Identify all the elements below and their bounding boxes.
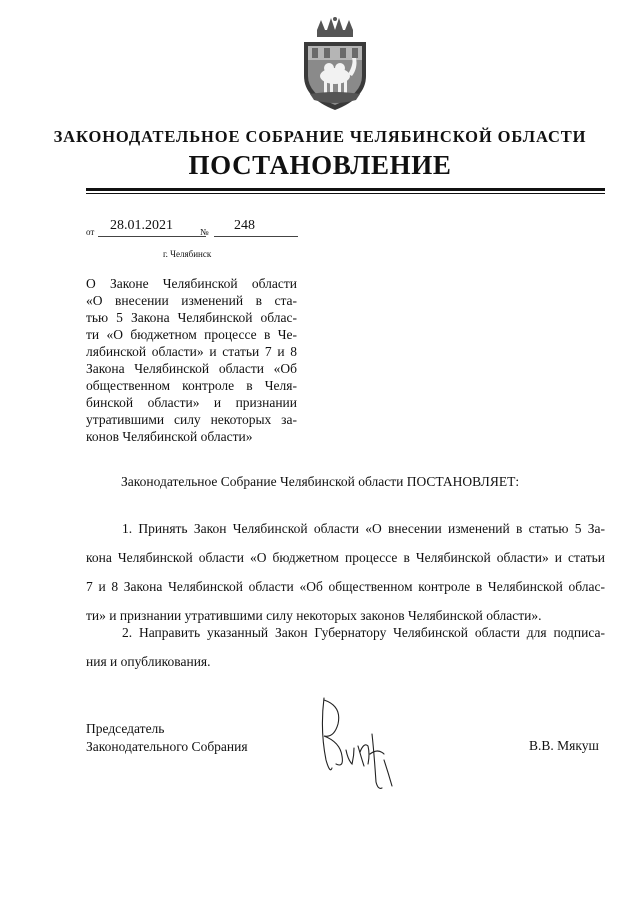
subject-line: утратившими силу некоторых за-: [86, 412, 297, 427]
header-rule-thick: [86, 188, 605, 191]
paragraph-line: ти» и признании утратившими силу некоторых законов Челябинской области».: [86, 608, 542, 623]
coat-of-arms-emblem-icon: [296, 16, 374, 112]
document-date: 28.01.2021: [110, 218, 173, 233]
paragraph-line: ния и опубликования.: [86, 654, 211, 669]
subject-line: ти «О бюджетном процессе в Че-: [86, 327, 297, 342]
signatory-position-line: Председатель: [86, 721, 165, 736]
number-underline: [214, 236, 298, 237]
paragraph-line: кона Челябинской области «О бюджетном процессе в Челябинской области» и статьи: [86, 550, 605, 565]
paragraph-line: 2. Направить указанный Закон Губернатору Челябинской области для подписа-: [122, 625, 605, 640]
signatory-position: [86, 720, 248, 756]
document-meta-row: [86, 218, 306, 238]
document-type-title: ПОСТАНОВЛЕНИЕ: [188, 150, 452, 180]
signatory-position-line: Законодательного Собрания: [86, 739, 248, 754]
preamble-text: Законодательное Собрание Челябинской области ПОСТАНОВЛЯЕТ:: [121, 474, 520, 489]
paragraph-line: 7 и 8 Закона Челябинской области «Об общественном контроле в Челябинской облас-: [86, 579, 605, 594]
document-number: 248: [234, 218, 255, 233]
organization-title: ЗАКОНОДАТЕЛЬНОЕ СОБРАНИЕ ЧЕЛЯБИНСКОЙ ОБЛАСТИ: [53, 127, 587, 146]
document-city: г. Челябинск: [163, 249, 212, 259]
subject-line: тью 5 Закона Челябинской облас-: [86, 310, 297, 325]
paragraph-2: [86, 618, 605, 676]
paragraph-line: 1. Принять Закон Челябинской области «О внесении изменений в статью 5 За-: [122, 521, 605, 536]
subject-line: «О внесении изменений в ста-: [86, 293, 297, 308]
crown-icon: [317, 17, 353, 37]
header-rule-thin: [86, 193, 605, 194]
subject-line: общественном контроле в Челя-: [86, 378, 297, 393]
subject-line: бинской области» и признании: [86, 395, 297, 410]
subject-line: Закона Челябинской области «Об: [86, 361, 297, 376]
handwritten-signature-icon: [314, 690, 398, 796]
paragraph-1: [86, 514, 605, 630]
subject-line: конов Челябинской области»: [86, 429, 253, 444]
signatory-name: В.В. Мякуш: [529, 738, 599, 753]
subject-line: лябинской области» и статьи 7 и 8: [86, 344, 297, 359]
document-subject: [86, 275, 297, 445]
subject-line: О Законе Челябинской области: [86, 276, 297, 291]
date-prefix-label: от: [86, 227, 95, 237]
number-sign-label: №: [200, 227, 209, 237]
date-underline: [98, 236, 206, 237]
